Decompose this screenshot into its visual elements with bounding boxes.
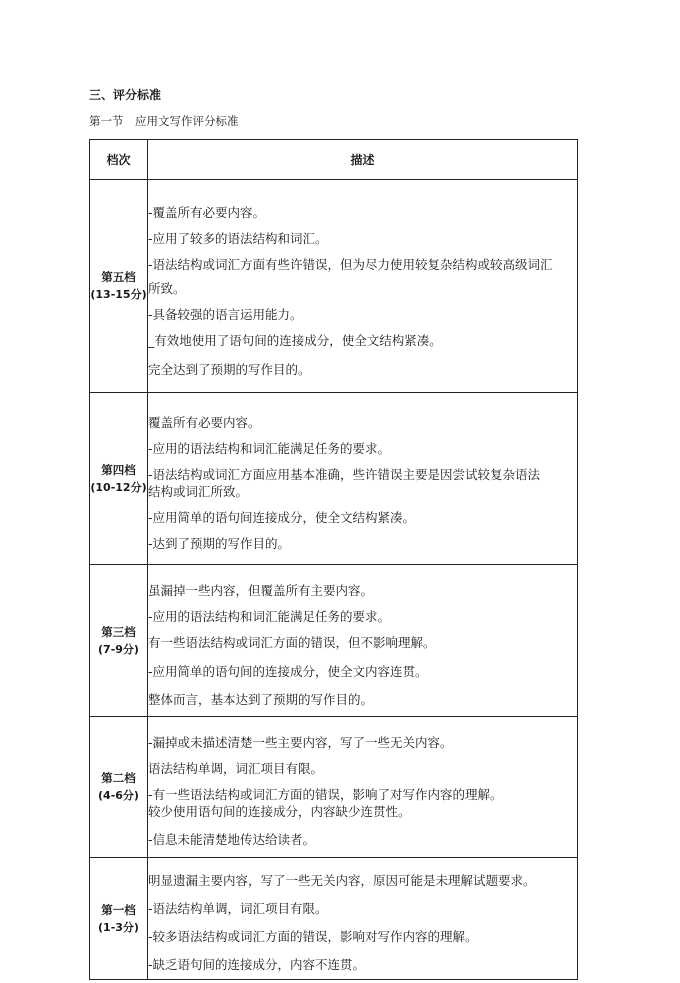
level-name: 第二档 [101, 771, 136, 785]
level-cell [90, 180, 148, 393]
description-line: 整体而言，基本达到了预期的写作目的。 [148, 691, 374, 707]
level-cell [90, 393, 148, 565]
level-range: (13-15分) [90, 288, 147, 301]
table-header-row [90, 140, 578, 180]
description-line: 覆盖所有必要内容。 [148, 415, 261, 430]
description-line: -较多语法结构或词汇方面的错误，影响对写作内容的理解。 [148, 928, 478, 944]
table-row [90, 180, 578, 393]
table-row [90, 393, 578, 565]
description-line: -有一些语法结构或词汇方面的错误，影响了对写作内容的理解。 [148, 786, 503, 802]
level-cell [90, 565, 148, 717]
description-cell [148, 393, 578, 565]
description-line: _有效地使用了语句间的连接成分，使全文结构紧凑。 [148, 333, 442, 348]
description-line: -应用简单的语句间连接成分，使全文结构紧凑。 [148, 510, 416, 525]
description-cell [148, 565, 578, 717]
table-row [90, 858, 578, 980]
description-line: 所致。 [148, 281, 186, 296]
description-line: 较少使用语句间的连接成分，内容缺少连贯性。 [148, 803, 411, 819]
level-range: (10-12分) [90, 480, 147, 494]
description-line: -漏掉或未描述清楚一些主要内容，写了一些无关内容。 [148, 734, 453, 750]
level-name: 第五档 [101, 270, 136, 284]
description-line: 明显遗漏主要内容，写了一些无关内容，原因可能是未理解试题要求。 [148, 872, 536, 888]
description-line: -语法结构或词汇方面有些许错误，但为尽力使用较复杂结构或较高级词汇 [148, 257, 553, 272]
header-description: 描述 [148, 140, 578, 180]
table-row [90, 717, 578, 858]
description-line: -信息未能清楚地传达给读者。 [148, 831, 316, 847]
level-cell [90, 717, 148, 858]
description-cell [148, 717, 578, 858]
subsection-title: 第一节 应用文写作评分标准 [89, 114, 239, 128]
description-line: -语法结构或词汇方面应用基本准确，些许错误主要是因尝试较复杂语法 [148, 467, 541, 482]
level-name: 第四档 [101, 462, 136, 477]
description-line: -覆盖所有必要内容。 [148, 205, 266, 220]
level-name: 第三档 [101, 624, 136, 639]
description-cell [148, 858, 578, 980]
table-row [90, 565, 578, 717]
description-line: 语法结构单调，词汇项目有限。 [148, 760, 324, 776]
description-line: 完全达到了预期的写作目的。 [148, 362, 311, 377]
level-name: 第一档 [101, 902, 136, 917]
description-line: 有一些语法结构或词汇方面的错误，但不影响理解。 [148, 634, 436, 650]
description-line: -达到了预期的写作目的。 [148, 536, 291, 551]
description-line: -缺乏语句间的连接成分，内容不连贯。 [148, 956, 366, 972]
level-cell [90, 858, 148, 980]
header-level: 档次 [90, 140, 148, 180]
description-line: -应用了较多的语法结构和词汇。 [148, 231, 328, 246]
description-line: -应用的语法结构和词汇能满足任务的要求。 [148, 608, 391, 624]
description-line: -语法结构单调，词汇项目有限。 [148, 900, 328, 916]
description-line: -应用简单的语句间的连接成分，使全文内容连贯。 [148, 663, 428, 679]
section-title: 三、评分标准 [89, 88, 162, 102]
level-range: (4-6分) [98, 789, 139, 802]
description-line: -应用的语法结构和词汇能满足任务的要求。 [148, 441, 391, 456]
description-line: -具备较强的语言运用能力。 [148, 307, 303, 322]
description-line: 结构或词汇所致。 [148, 484, 249, 499]
description-line: 虽漏掉一些内容，但覆盖所有主要内容。 [148, 582, 374, 598]
level-range: (7-9分) [98, 642, 139, 656]
description-cell [148, 180, 578, 393]
level-range: (1-3分) [98, 920, 139, 934]
scoring-rubric-table [89, 139, 578, 980]
